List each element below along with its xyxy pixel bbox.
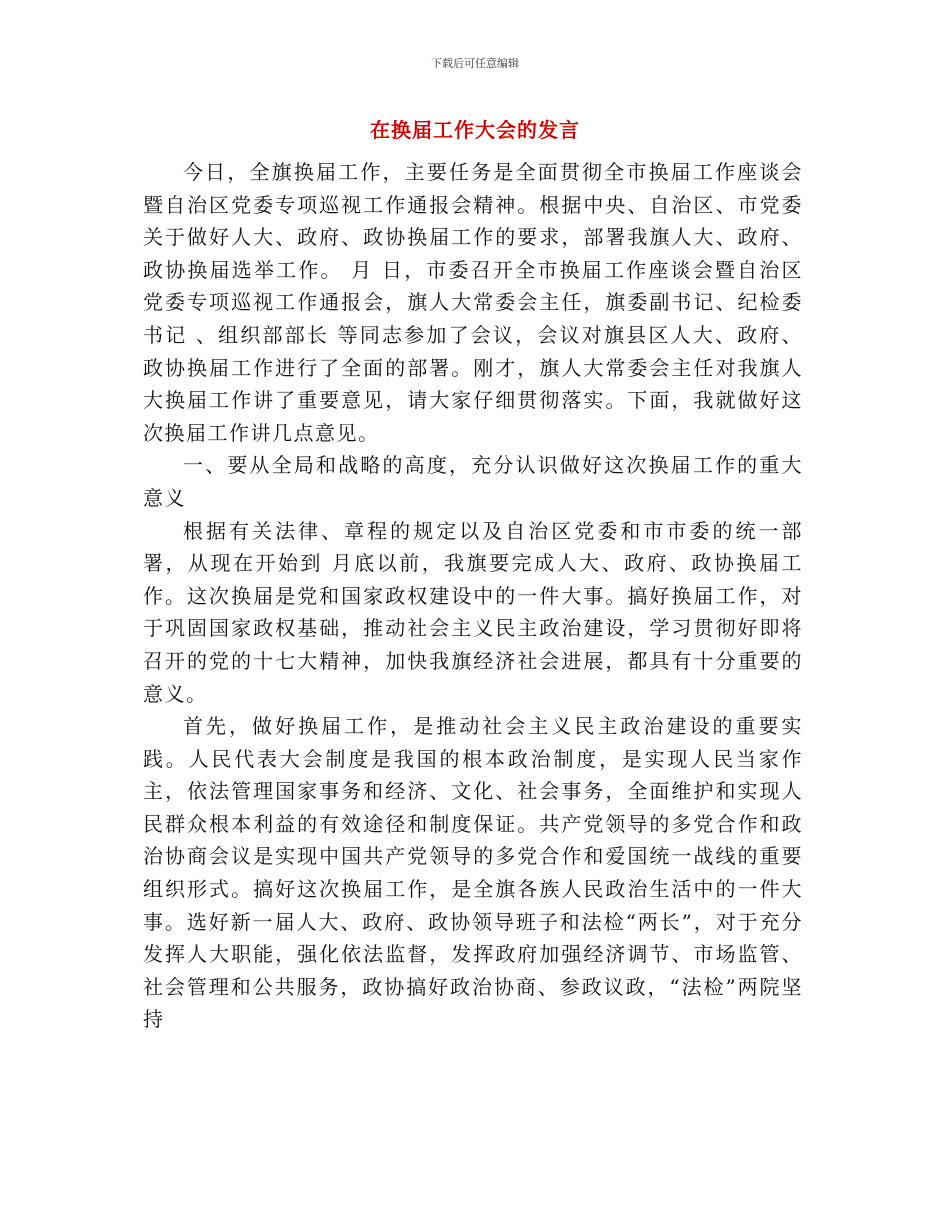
- paragraph-first-point: 首先，做好换届工作，是推动社会主义民主政治建设的重要实践。人民代表大会制度是我国的根本政治制度，是实现人民当家作主，依法管理国家事务和经济、文化、社会事务，全面维护和实现人民群众根本利益的有效途径和制度保证。共产党领导的多党合作和政治协商会议是实现中国共产党领导的多党合作和爱国统一战线的重要组织形式。搞好这次换届工作，是全旗各族人民政治生活中的一件大事。选好新一届人大、政府、政协领导班子和法检“两长”，对于充分发挥人大职能，强化依法监督，发挥政府加强经济调节、市场监管、社会管理和公共服务，政协搞好政治协商、参政议政，“法检”两院坚持: [143, 714, 803, 1032]
- paragraph-intro: 今日，全旗换届工作，主要任务是全面贯彻全市换届工作座谈会暨自治区党委专项巡视工作通报会精神。根据中央、自治区、市党委关于做好人大、政府、政协换届工作的要求，部署我旗人大、政府、政协换届选举工作。 月 日，市委召开全市换届工作座谈会暨自治区党委专项巡视工作通报会，旗人大常委会主任，旗委副书记、纪检委书记 、组织部部长 等同志参加了会议，会议对旗县区人大、政府、政协换届工作进行了全面的部署。刚才，旗人大常委会主任对我旗人大换届工作讲了重要意见，请大家仔细贯彻落实。下面，我就做好这次换届工作讲几点意见。: [143, 160, 803, 445]
- header-note: 下载后可任意编辑: [431, 57, 519, 70]
- paragraph-significance: 根据有关法律、章程的规定以及自治区党委和市市委的统一部署，从现在开始到 月底以前，我旗要完成人大、政府、政协换届工作。这次换届是党和国家政权建设中的一件大事。搞好换届工作，对于巩固国家政权基础，推动社会主义民主政治建设，学习贯彻好即将召开的党的十七大精神，加快我旗经济社会进展，都具有十分重要的意义。: [143, 518, 803, 706]
- section-heading-1: 一、要从全局和战略的高度，充分认识做好这次换届工作的重大意义: [143, 453, 803, 510]
- document-body: [143, 156, 803, 1036]
- document-title: 在换届工作大会的发言: [370, 118, 580, 142]
